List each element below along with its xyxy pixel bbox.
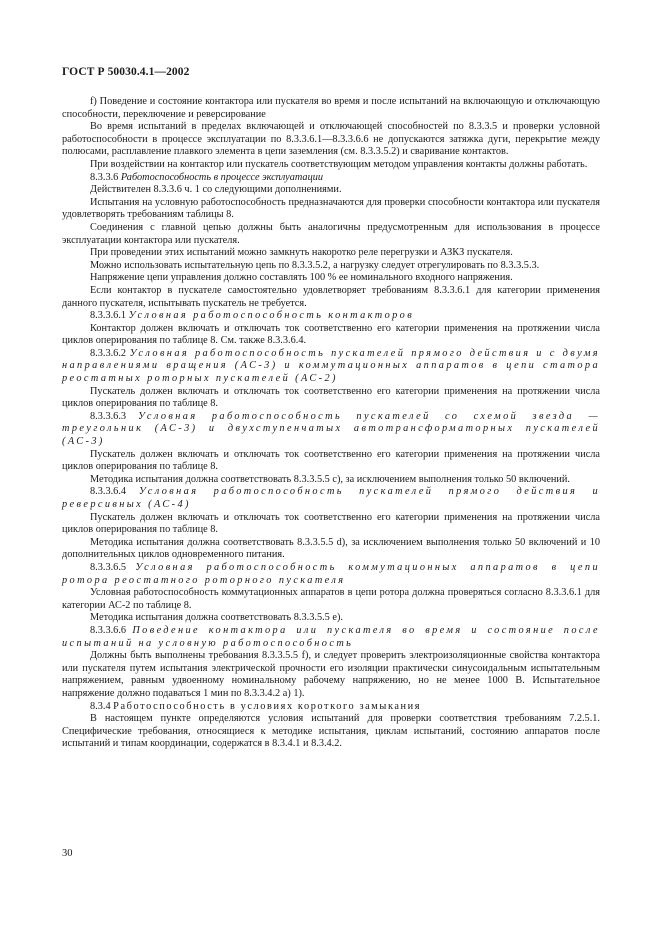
section-number: 8.3.3.6.4 [90,486,127,498]
paragraph: Методика испытания должна соответствовать 8.3.3.5.5 с), за исключением выполнения только 50 включений. [90,473,571,485]
paragraph: Пускатель должен включать и отключать ток соответственно его категории применения на протяжении числа циклов оперирования по таблице 8. [62,511,600,536]
section-number: 8.3.3.6.1 [90,310,127,322]
document-body [62,96,600,751]
paragraph: Испытания на условную работоспособность предназначаются для проверки способности контактора или пускателя удовлетворять требованиям таблицы 8. [62,196,600,221]
paragraph: Можно использовать испытательную цепь по 8.3.3.5.2, а нагрузку следует отрегулировать по 8.3.3.5.3. [90,259,540,271]
section-heading [62,172,600,185]
section-title: Условная работоспособность пускателей со схемой звезда — треугольник (АС-3) и двухступенчатых автотрансформаторных пускателей (АС-3) [62,410,601,448]
section-title: Условная работоспособность пускателей прямого действия и реверсивных (АС-4) [62,486,600,510]
paragraph: Условная работоспособность коммутационных аппаратов в цепи ротора должна проверяться согласно 8.3.3.6.1 для категории АС-2 по таблице 8. [62,587,600,611]
section-heading [62,411,600,449]
section-heading [62,701,600,714]
section-number: 8.3.3.6.5 [90,561,127,573]
paragraph: Если контактор в пускателе самостоятельно удовлетворяет требованиям 8.3.3.6.1 для категории применения данного пускателя, испытывать пускатель не требуется. [62,284,600,309]
paragraph: Должны быть выполнены требования 8.3.3.5.5 f), и следует проверить электроизоляционные свойства контактора или пускателя путем испытания электрической прочности его изоляции практически синусоидальным испытательным напряжением, равным удвоенному номинальному рабочему напряжению, но не менее 1000 В. Испытательное напряжение должно подаваться 1 мин по 8.3.3.4.2 а) 1). [62,650,600,699]
section-heading [62,486,600,511]
paragraph: f) Поведение и состояние контактора или пускателя во время и после испытаний на включающую и отключающую способности, переключение и реверсирование [62,96,600,120]
section-title: Работоспособность в процессе эксплуатации [120,171,324,183]
paragraph: Методика испытания должна соответствовать 8.3.3.5.5 е). [90,612,343,624]
section-title: Условная работоспособность пускателей прямого действия и с двумя направлениями вращения (АС-3) и коммутационных аппаратов в цепи статора реостатных роторных пускателей (АС-2) [62,347,600,385]
standard-code-header: ГОСТ Р 50030.4.1—2002 [62,66,190,78]
paragraph: Напряжение цепи управления должно составлять 100 % ее номинального входного напряжения. [90,272,513,284]
section-title: Условная работоспособность коммутационных аппаратов в цепи ротора реостатного роторного пускателя [62,561,600,586]
paragraph: Соединения с главной цепью должны быть аналогичны предусмотренным для использования в процессе эксплуатации контактора или пускателя. [62,221,600,246]
paragraph: Действителен 8.3.3.6 ч. 1 со следующими дополнениями. [90,184,342,196]
section-heading [62,310,600,323]
page-number: 30 [62,848,73,859]
paragraph: При воздействии на контактор или пускатель соответствующим методом управления контакты должны работать. [90,158,588,170]
section-number: 8.3.3.6 [90,171,119,183]
section-number: 8.3.4 [90,700,111,712]
paragraph: В настоящем пункте определяются условия испытаний для проверки соответствия требованиям 7.2.5.1. Специфические требования, относящиеся к методике испытания, циклам испытаний, состоянию аппаратов после испытаний и типам координации, содержатся в 8.3.4.1 и 8.3.4.2. [62,713,600,750]
paragraph: Во время испытаний в пределах включающей и отключающей способностей по 8.3.3.5 и проверки условной работоспособности в процессе эксплуатации по 8.3.3.6.1—8.3.3.6.6 не допускаются затяжка дуги, перекрытие между полюсами, расплавление плавкого элемента в цепи заземления (см. 8.3.3.5.2) и сваривание контактов. [62,121,600,158]
section-title: Работоспособность в условиях короткого замыкания [113,700,422,712]
section-heading [62,562,600,587]
section-number: 8.3.3.6.2 [90,347,127,359]
paragraph: Контактор должен включать и отключать ток соответственно его категории применения на протяжении числа циклов оперирования по таблице 8. См. также 8.3.3.6.4. [62,322,600,347]
paragraph: При проведении этих испытаний можно замкнуть накоротко реле перегрузки и АЗКЗ пускателя. [90,247,513,259]
section-title: Условная работоспособность контакторов [128,310,415,322]
section-heading [62,348,600,386]
section-title: Поведение контактора или пускателя во время и состояние после испытаний на условную работоспособность [62,624,600,649]
section-number: 8.3.3.6.3 [90,410,127,422]
paragraph: Методика испытания должна соответствовать 8.3.3.5.5 d), за исключением выполнения только 50 включений и 10 дополнительных циклов одновременного питания. [62,536,600,561]
section-heading [62,625,600,650]
section-number: 8.3.3.6.6 [90,624,127,636]
paragraph: Пускатель должен включать и отключать ток соответственно его категории применения на протяжении числа циклов оперирования по таблице 8. [62,385,600,410]
paragraph: Пускатель должен включать и отключать ток соответственно его категории применения на протяжении числа циклов оперирования по таблице 8. [62,448,600,473]
